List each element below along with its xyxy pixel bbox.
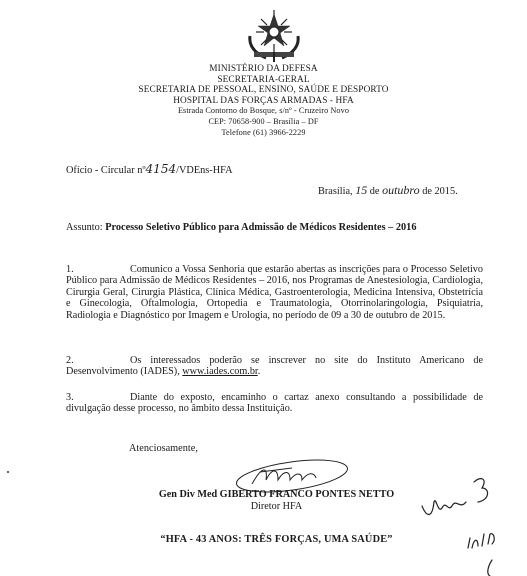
oficio-reference bbox=[66, 162, 233, 176]
subject-label: Assunto: bbox=[66, 222, 103, 233]
date-de-2: de bbox=[422, 186, 432, 197]
coat-of-arms-icon bbox=[244, 6, 304, 64]
secretariat-general: SECRETARIA-GERAL bbox=[217, 74, 310, 85]
paragraph-number: 1. bbox=[66, 264, 74, 275]
margin-dot-icon bbox=[6, 470, 10, 474]
date-year: 2015. bbox=[434, 186, 458, 197]
subject-text: Processo Seletivo Público para Admissão de Médicos Residentes – 2016 bbox=[105, 222, 417, 233]
date-day-handwritten: 15 bbox=[355, 183, 368, 197]
handwritten-annotation-icon bbox=[408, 468, 518, 576]
postal-code: CEP: 70658-900 – Brasília – DF bbox=[208, 116, 319, 126]
signer-name: Gen Div Med GIBERTO FRANCO PONTES NETTO bbox=[158, 489, 395, 500]
date-month-handwritten: outubro bbox=[382, 183, 420, 197]
letterhead bbox=[0, 64, 527, 138]
date-de-1: de bbox=[369, 186, 380, 197]
paragraph-number: 3. bbox=[66, 392, 74, 403]
ministry-name: MINISTÉRIO DA DEFESA bbox=[209, 64, 318, 74]
oficio-suffix: /VDEns-HFA bbox=[176, 165, 233, 176]
signer-role: Diretor HFA bbox=[250, 501, 303, 512]
paragraph-text: Os interessados poderão se inscrever no site do Instituto Americano de Desenvolvimento (IADES), bbox=[66, 355, 483, 378]
paragraph-text: Comunico a Vossa Senhoria que estarão abertas as inscrições para o Processo Seletivo Público para Admissão de Médicos Residentes – 2016, nos Programas de Anestesiologia, Cardiologia, Cirurgia Geral, Cirurgia Plástica, Clínica Médica, Gastroenterologia, Medicina Intensiva, Obstetrícia e Ginecologia, Oftalmologia, Ortopedia e Traumatologia, Otorrinolaringologia, Psiquiatria, Radiologia e Diagnóstico por Imagem e Urologia, no período de 09 a 30 de outubro de 2015. bbox=[66, 264, 483, 321]
institutional-motto: “HFA - 43 ANOS: TRÊS FORÇAS, UMA SAÚDE” bbox=[160, 534, 393, 545]
date-line bbox=[318, 183, 458, 198]
address: Estrada Contorno do Bosque, s/nº - Cruzeiro Novo bbox=[177, 106, 350, 116]
iades-link[interactable]: www.iades.com.br bbox=[182, 366, 258, 378]
secretariat-name: SECRETARIA DE PESSOAL, ENSINO, SAÚDE E DESPORTO bbox=[138, 85, 389, 96]
date-city: Brasília, bbox=[318, 186, 353, 197]
paragraph-1 bbox=[66, 264, 483, 321]
closing-salutation: Atenciosamente, bbox=[129, 443, 198, 454]
paragraph-3 bbox=[66, 392, 483, 415]
paragraph-2 bbox=[66, 355, 483, 378]
paragraph-end: . bbox=[257, 366, 261, 378]
oficio-prefix: Ofício - Circular nº bbox=[66, 165, 146, 176]
hospital-name: HOSPITAL DAS FORÇAS ARMADAS - HFA bbox=[173, 95, 354, 106]
oficio-number-handwritten: 4154 bbox=[145, 162, 177, 176]
subject-line bbox=[66, 222, 416, 233]
paragraph-text: Diante do exposto, encaminho o cartaz anexo consultando a possibilidade de divulgação desse processo, no âmbito dessa Instituição. bbox=[66, 392, 483, 415]
paragraph-number: 2. bbox=[66, 355, 74, 366]
phone: Telefone (61) 3966-2229 bbox=[221, 127, 306, 137]
